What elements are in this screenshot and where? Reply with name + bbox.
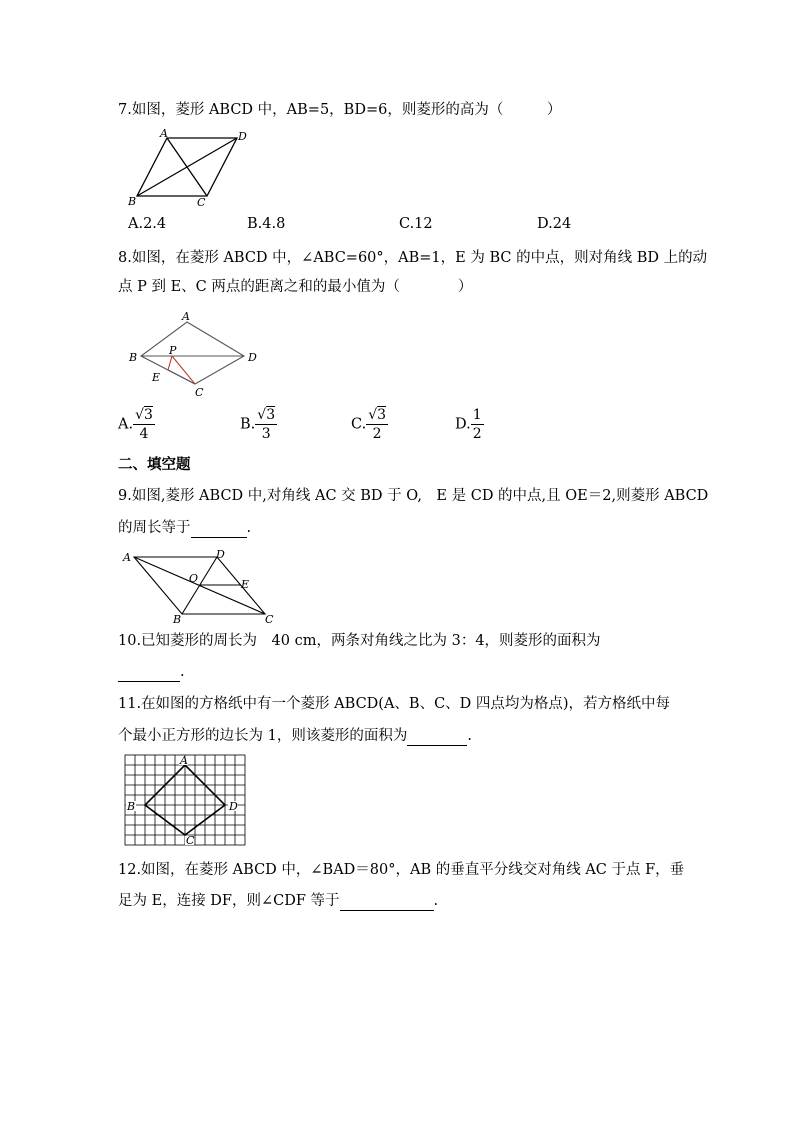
q8-option-d-prefix: D. (455, 416, 471, 433)
q11-label-c: C (186, 834, 195, 847)
q7-stem: 7.如图，菱形 ABCD 中，AB=5，BD=6，则菱形的高为（ ） (118, 102, 562, 118)
q9-label-d: D (216, 548, 225, 561)
q7-figure (125, 128, 255, 208)
q9-label-b: B (173, 613, 182, 624)
q8-option-c-denominator: 2 (372, 426, 382, 442)
q8-label-p: P (169, 344, 177, 357)
q8-stem-line2: 点 P 到 E、C 两点的距离之和的最小值为（ ） (118, 279, 473, 295)
q10-answer-blank[interactable] (118, 665, 180, 682)
q8-stem-line1: 8.如图，在菱形 ABCD 中，∠ABC=60°，AB=1，E 为 BC 的中点，则对角线 BD 上的动 (118, 250, 708, 266)
q8-label-e: E (152, 371, 161, 384)
q7-option-d: D.24 (537, 216, 572, 232)
q11-stem-line2 (118, 726, 472, 746)
section-heading: 二、填空题 (118, 457, 191, 473)
q8-option-a-prefix: A. (118, 416, 134, 433)
q9-stem-prefix: 的周长等于 (118, 520, 191, 536)
q12-answer-blank[interactable] (340, 894, 434, 911)
q8-option-a-fraction (133, 406, 155, 443)
q10-stem-line1: 10.已知菱形的周长为 40 cm，两条对角线之比为 3：4，则菱形的面积为 (118, 633, 601, 649)
sqrt-symbol: √ (135, 407, 145, 423)
q8-option-b-fraction (255, 406, 277, 443)
sqrt-symbol: √ (257, 407, 267, 423)
q8-option-c (351, 406, 388, 443)
q9-label-c: C (265, 613, 274, 624)
grid (125, 755, 245, 845)
q10-stem-line2 (118, 662, 185, 682)
q8-figure (124, 308, 274, 403)
q8-label-d: D (248, 351, 257, 364)
q7-option-c: C.12 (399, 216, 433, 232)
q10-stem-suffix: . (180, 664, 185, 680)
q8-option-b (240, 406, 277, 443)
q11-figure (123, 753, 248, 848)
q8-option-b-denominator: 3 (261, 426, 271, 442)
q8-option-c-numerator: 3 (377, 407, 387, 423)
q9-answer-blank[interactable] (191, 521, 247, 538)
q8-option-a-numerator: 3 (144, 407, 153, 423)
q8-option-c-prefix: C. (351, 416, 367, 433)
q11-stem-prefix: 个最小正方形的边长为 1，则该菱形的面积为 (118, 728, 408, 744)
q11-stem-line1: 11.在如图的方格纸中有一个菱形 ABCD(A、B、C、D 四点均为格点)，若方格纸中每 (118, 696, 671, 712)
q7-option-b: B.4.8 (247, 216, 286, 232)
q8-option-a-denominator: 4 (139, 426, 149, 442)
q11-label-d: D (229, 800, 238, 813)
q9-stem-suffix: . (246, 520, 252, 536)
q7-option-a: A.2.4 (128, 216, 167, 232)
q9-stem-line1: 9.如图,菱形 ABCD 中,对角线 AC 交 BD 于 O, E 是 CD 的中点,且 OE＝2,则菱形 ABCD (118, 488, 709, 504)
q8-option-a (118, 406, 155, 443)
q8-option-c-fraction (366, 406, 388, 443)
q9-label-e: E (241, 578, 250, 591)
q12-stem-line2 (118, 891, 438, 911)
q8-label-a: A (182, 310, 190, 323)
q8-option-d-numerator: 1 (472, 407, 482, 423)
q9-label-o: O (189, 572, 199, 585)
q8-option-d-fraction (471, 406, 484, 443)
q12-stem-suffix: . (433, 893, 439, 909)
q8-label-c: C (195, 386, 204, 399)
q7-label-b: B (128, 195, 137, 208)
q9-figure (120, 546, 280, 624)
q8-option-d-denominator: 2 (472, 426, 482, 442)
q9-label-a: A (123, 551, 131, 564)
q7-label-d: D (238, 130, 247, 143)
q11-label-b: B (127, 800, 136, 813)
sqrt-symbol: √ (368, 407, 378, 423)
q11-stem-suffix: . (467, 728, 472, 744)
q11-answer-blank[interactable] (407, 729, 467, 746)
q8-option-b-numerator: 3 (266, 407, 276, 423)
q12-stem-prefix: 足为 E，连接 DF，则∠CDF 等于 (118, 893, 340, 909)
q11-label-a: A (180, 754, 188, 767)
q7-label-a: A (160, 128, 168, 140)
q8-option-b-prefix: B. (240, 416, 256, 433)
q9-stem-line2 (118, 518, 251, 538)
q12-stem-line1: 12.如图，在菱形 ABCD 中，∠BAD＝80°，AB 的垂直平分线交对角线 AC 于点 F，垂 (118, 862, 685, 878)
q7-label-c: C (197, 196, 206, 208)
q8-label-b: B (129, 351, 138, 364)
q8-option-d (455, 406, 484, 443)
